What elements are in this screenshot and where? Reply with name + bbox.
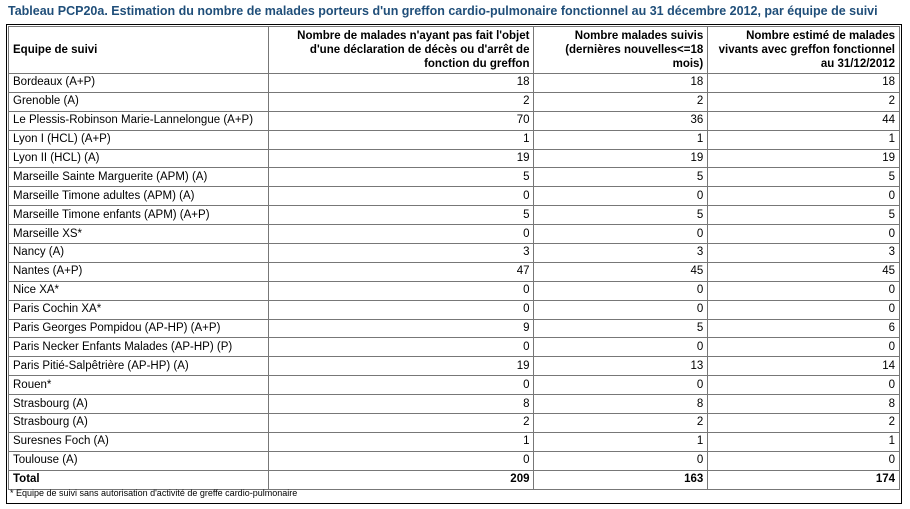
header-row [9, 27, 900, 74]
table-row [9, 262, 900, 281]
team-cell: Nice XA* [9, 281, 269, 300]
table-row [9, 244, 900, 263]
value-cell-3: 0 [708, 225, 900, 244]
total-v2: 163 [534, 470, 708, 489]
value-cell-1: 2 [268, 414, 534, 433]
value-cell-1: 8 [268, 395, 534, 414]
value-cell-2: 8 [534, 395, 708, 414]
value-cell-2: 36 [534, 111, 708, 130]
value-cell-2: 0 [534, 187, 708, 206]
team-cell: Marseille XS* [9, 225, 269, 244]
value-cell-2: 18 [534, 74, 708, 93]
value-cell-2: 0 [534, 300, 708, 319]
value-cell-1: 47 [268, 262, 534, 281]
team-cell: Marseille Timone enfants (APM) (A+P) [9, 206, 269, 225]
table-row [9, 168, 900, 187]
value-cell-3: 6 [708, 319, 900, 338]
footnote: * Equipe de suivi sans autorisation d'activité de greffe cardio-pulmonaire [10, 488, 298, 498]
value-cell-1: 5 [268, 168, 534, 187]
team-cell: Le Plessis-Robinson Marie-Lannelongue (A+P) [9, 111, 269, 130]
value-cell-3: 8 [708, 395, 900, 414]
value-cell-2: 5 [534, 168, 708, 187]
team-cell: Lyon II (HCL) (A) [9, 149, 269, 168]
table-row [9, 130, 900, 149]
team-cell: Nantes (A+P) [9, 262, 269, 281]
value-cell-3: 14 [708, 357, 900, 376]
value-cell-1: 0 [268, 225, 534, 244]
value-cell-3: 19 [708, 149, 900, 168]
value-cell-3: 0 [708, 451, 900, 470]
table-body [9, 74, 900, 471]
team-cell: Bordeaux (A+P) [9, 74, 269, 93]
value-cell-1: 1 [268, 432, 534, 451]
header-col2: Nombre malades suivis (dernières nouvelles<=18 mois) [534, 27, 708, 74]
value-cell-1: 18 [268, 74, 534, 93]
value-cell-2: 5 [534, 319, 708, 338]
value-cell-3: 5 [708, 168, 900, 187]
value-cell-3: 2 [708, 414, 900, 433]
value-cell-3: 18 [708, 74, 900, 93]
table-row [9, 357, 900, 376]
value-cell-2: 2 [534, 414, 708, 433]
value-cell-3: 1 [708, 432, 900, 451]
table-row [9, 451, 900, 470]
table-row [9, 300, 900, 319]
value-cell-3: 45 [708, 262, 900, 281]
total-v3: 174 [708, 470, 900, 489]
team-cell: Strasbourg (A) [9, 395, 269, 414]
value-cell-2: 45 [534, 262, 708, 281]
total-v1: 209 [268, 470, 534, 489]
value-cell-1: 19 [268, 149, 534, 168]
value-cell-3: 0 [708, 376, 900, 395]
data-table [8, 26, 900, 490]
table-row [9, 338, 900, 357]
team-cell: Grenoble (A) [9, 92, 269, 111]
value-cell-1: 19 [268, 357, 534, 376]
team-cell: Suresnes Foch (A) [9, 432, 269, 451]
table-row [9, 319, 900, 338]
value-cell-2: 1 [534, 432, 708, 451]
value-cell-2: 0 [534, 451, 708, 470]
value-cell-3: 44 [708, 111, 900, 130]
table-row [9, 414, 900, 433]
table-row [9, 395, 900, 414]
table-row [9, 187, 900, 206]
value-cell-3: 0 [708, 300, 900, 319]
value-cell-2: 13 [534, 357, 708, 376]
team-cell: Marseille Timone adultes (APM) (A) [9, 187, 269, 206]
value-cell-2: 1 [534, 130, 708, 149]
table-row [9, 206, 900, 225]
value-cell-1: 0 [268, 187, 534, 206]
total-row [9, 470, 900, 489]
value-cell-3: 3 [708, 244, 900, 263]
value-cell-1: 5 [268, 206, 534, 225]
table-row [9, 376, 900, 395]
value-cell-1: 70 [268, 111, 534, 130]
value-cell-3: 5 [708, 206, 900, 225]
value-cell-1: 0 [268, 281, 534, 300]
value-cell-1: 0 [268, 300, 534, 319]
value-cell-2: 0 [534, 225, 708, 244]
value-cell-1: 9 [268, 319, 534, 338]
team-cell: Toulouse (A) [9, 451, 269, 470]
value-cell-1: 0 [268, 338, 534, 357]
total-label: Total [9, 470, 269, 489]
value-cell-2: 5 [534, 206, 708, 225]
header-col1: Nombre de malades n'ayant pas fait l'objet d'une déclaration de décès ou d'arrêt de fonction du greffon [268, 27, 534, 74]
team-cell: Strasbourg (A) [9, 414, 269, 433]
value-cell-1: 0 [268, 376, 534, 395]
header-col3: Nombre estimé de malades vivants avec greffon fonctionnel au 31/12/2012 [708, 27, 900, 74]
table-row [9, 281, 900, 300]
value-cell-2: 2 [534, 92, 708, 111]
value-cell-1: 3 [268, 244, 534, 263]
value-cell-3: 1 [708, 130, 900, 149]
team-cell: Rouen* [9, 376, 269, 395]
value-cell-1: 2 [268, 92, 534, 111]
value-cell-2: 3 [534, 244, 708, 263]
table-row [9, 432, 900, 451]
table-row [9, 111, 900, 130]
table-row [9, 74, 900, 93]
team-cell: Paris Cochin XA* [9, 300, 269, 319]
team-cell: Marseille Sainte Marguerite (APM) (A) [9, 168, 269, 187]
value-cell-2: 0 [534, 376, 708, 395]
value-cell-2: 0 [534, 281, 708, 300]
value-cell-3: 0 [708, 187, 900, 206]
table-row [9, 149, 900, 168]
value-cell-1: 1 [268, 130, 534, 149]
value-cell-2: 19 [534, 149, 708, 168]
table-row [9, 225, 900, 244]
team-cell: Nancy (A) [9, 244, 269, 263]
value-cell-3: 0 [708, 338, 900, 357]
team-cell: Paris Pitié-Salpêtrière (AP-HP) (A) [9, 357, 269, 376]
team-cell: Paris Georges Pompidou (AP-HP) (A+P) [9, 319, 269, 338]
table-title: Tableau PCP20a. Estimation du nombre de malades porteurs d'un greffon cardio-pulmonaire fonctionnel au 31 décembre 2012, par équipe de suivi [8, 4, 878, 18]
value-cell-3: 0 [708, 281, 900, 300]
table-row [9, 92, 900, 111]
team-cell: Lyon I (HCL) (A+P) [9, 130, 269, 149]
value-cell-2: 0 [534, 338, 708, 357]
team-cell: Paris Necker Enfants Malades (AP-HP) (P) [9, 338, 269, 357]
value-cell-1: 0 [268, 451, 534, 470]
header-team: Equipe de suivi [9, 27, 269, 74]
value-cell-3: 2 [708, 92, 900, 111]
